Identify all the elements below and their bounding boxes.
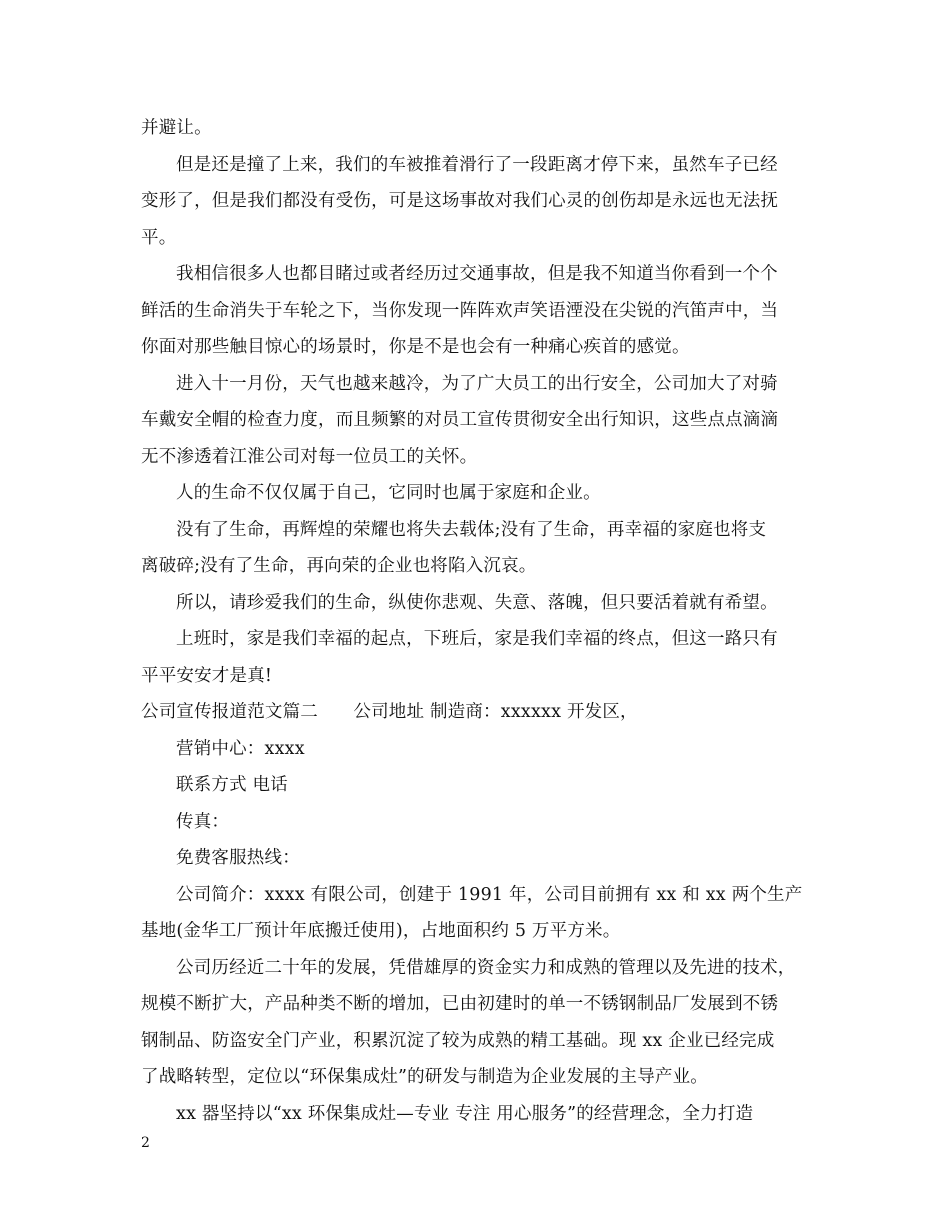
text-line: 公司宣传报道范文篇二 公司地址 制造商：xxxxxx 开发区， [141,702,638,722]
text-line: 公司历经近二十年的发展，凭借雄厚的资金实力和成熟的管理以及先进的技术， [176,957,796,978]
text-line: 上班时，家是我们幸福的起点，下班后，家是我们幸福的终点，但这一路只有 [176,629,778,649]
text-line: 基地(金华工厂预计年底搬迁使用)，占地面积约 5 万平方米。 [141,921,621,941]
text-line: 无不渗透着江淮公司对每一位员工的关怀。 [141,446,478,467]
document-body [141,110,817,1132]
text-line: 人的生命不仅仅属于自己，它同时也属于家庭和企业。 [176,483,601,503]
text-line: 钢制品、防盗安全门产业，积累沉淀了较为成熟的精工基础。现 xx 企业已经完成 [141,1030,775,1051]
text-line: 变形了，但是我们都没有受伤，可是这场事故对我们心灵的创伤却是永远也无法抚 [141,191,779,211]
page-number: 2 [141,1135,150,1151]
text-line: 联系方式 电话 [176,775,288,795]
text-line: 没有了生命，再辉煌的荣耀也将失去载体;没有了生命，再幸福的家庭也将支 [176,519,767,540]
text-line: 并避让。 [141,118,212,138]
text-line: 我相信很多人也都目睹过或者经历过交通事故，但是我不知道当你看到一个个 [176,264,778,284]
text-line: 免费客服热线： [176,848,300,868]
text-line: 公司简介：xxxx 有限公司，创建于 1991 年，公司目前拥有 xx 和 xx 两个生产 [176,884,803,905]
text-line: 了战略转型，定位以“环保集成灶”的研发与制造为企业发展的主导产业。 [141,1067,708,1087]
text-line: 平平安安才是真! [141,665,273,686]
text-line: 传真： [176,811,230,832]
text-line: 你面对那些触目惊心的场景时，你是不是也会有一种痛心疾首的感觉。 [141,337,690,357]
text-line: 离破碎;没有了生命，再向荣的企业也将陷入沉哀。 [141,556,537,576]
text-line: xx 器坚持以“xx 环保集成灶—专业 专注 用心服务”的经营理念，全力打造 [176,1103,754,1124]
text-line: 进入十一月份，天气也越来越冷，为了广大员工的出行安全，公司加大了对骑 [176,373,778,394]
text-line: 规模不断扩大，产品种类不断的增加，已由初建时的单一不锈钢制品厂发展到不锈 [141,994,779,1014]
text-line: 车戴安全帽的检查力度，而且频繁的对员工宣传贯彻安全出行知识，这些点点滴滴 [141,410,779,430]
text-line: 鲜活的生命消失于车轮之下，当你发现一阵阵欢声笑语湮没在尖锐的汽笛声中，当 [141,300,779,321]
text-line: 平。 [141,227,177,248]
text-line: 营销中心：xxxx [176,738,305,759]
text-line: 但是还是撞了上来，我们的车被推着滑行了一段距离才停下来，虽然车子已经 [176,154,778,175]
text-line: 所以，请珍爱我们的生命，纵使你悲观、失意、落魄，但只要活着就有希望。 [176,592,778,613]
